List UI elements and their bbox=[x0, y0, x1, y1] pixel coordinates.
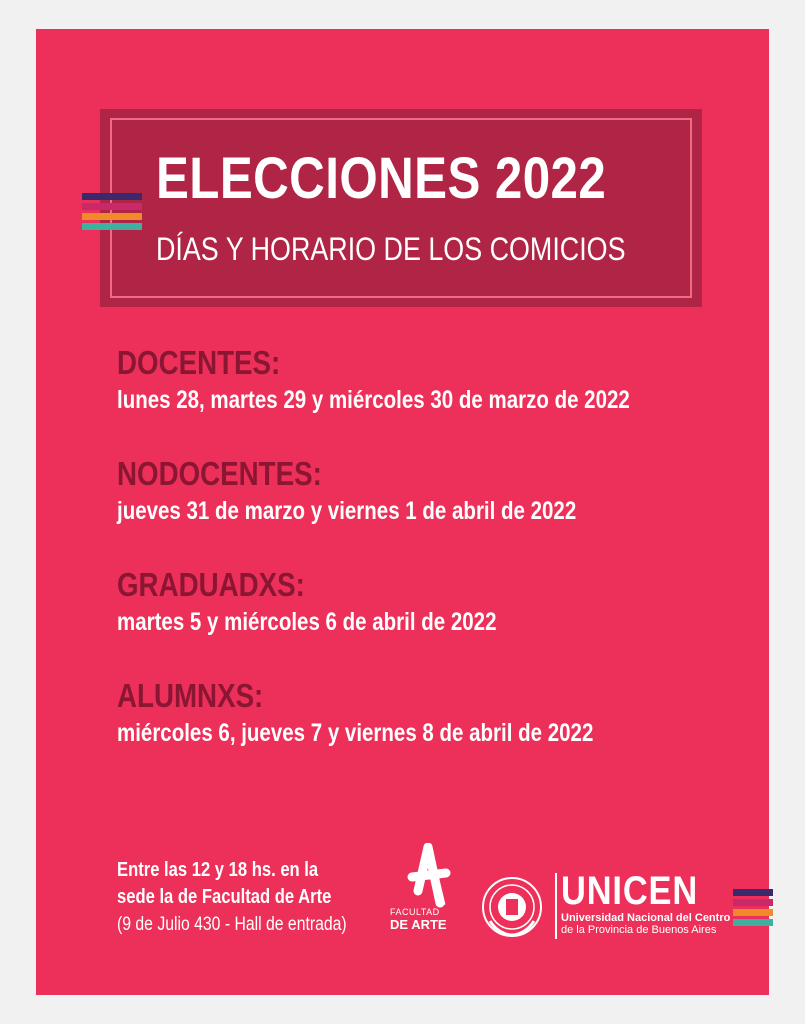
footer-time: Entre las 12 y 18 hs. en la bbox=[117, 859, 319, 881]
title-box bbox=[100, 109, 702, 307]
page-title: ELECCIONES 2022 bbox=[156, 146, 607, 211]
section-heading: DOCENTES: bbox=[117, 344, 281, 381]
unicen-name: UNICEN bbox=[561, 869, 699, 913]
section-dates: lunes 28, martes 29 y miércoles 30 de marzo de 2022 bbox=[117, 386, 630, 414]
unicen-fullname-line2: de la Provincia de Buenos Aires bbox=[561, 924, 717, 936]
section-dates: jueves 31 de marzo y viernes 1 de abril de 2022 bbox=[117, 497, 577, 525]
footer-venue: sede la de Facultad de Arte bbox=[117, 886, 332, 908]
color-stripes-decoration-bottom bbox=[733, 889, 773, 929]
unicen-fullname-line1: Universidad Nacional del Centro bbox=[561, 912, 731, 924]
section-docentes bbox=[117, 344, 742, 415]
section-heading: ALUMNXS: bbox=[117, 677, 264, 714]
section-nodocentes bbox=[117, 455, 677, 526]
section-graduadxs bbox=[117, 566, 580, 637]
facultad-label: FACULTAD bbox=[390, 907, 440, 917]
page-subtitle: DÍAS Y HORARIO DE LOS COMICIOS bbox=[156, 231, 626, 267]
footer-address: (9 de Julio 430 - Hall de entrada) bbox=[117, 914, 347, 935]
unicen-logo bbox=[561, 869, 730, 936]
section-alumnxs bbox=[117, 677, 698, 748]
footer-info bbox=[117, 857, 394, 938]
section-dates: miércoles 6, jueves 7 y viernes 8 de abril de 2022 bbox=[117, 719, 594, 747]
poster bbox=[36, 29, 769, 995]
logo-divider bbox=[555, 873, 557, 939]
section-heading: GRADUADXS: bbox=[117, 566, 305, 603]
section-heading: NODOCENTES: bbox=[117, 455, 322, 492]
section-dates: martes 5 y miércoles 6 de abril de 2022 bbox=[117, 608, 497, 636]
color-stripes-decoration bbox=[82, 193, 142, 233]
university-seal-icon bbox=[480, 875, 544, 939]
de-arte-label: DE ARTE bbox=[390, 917, 447, 932]
facultad-caption bbox=[390, 907, 447, 932]
